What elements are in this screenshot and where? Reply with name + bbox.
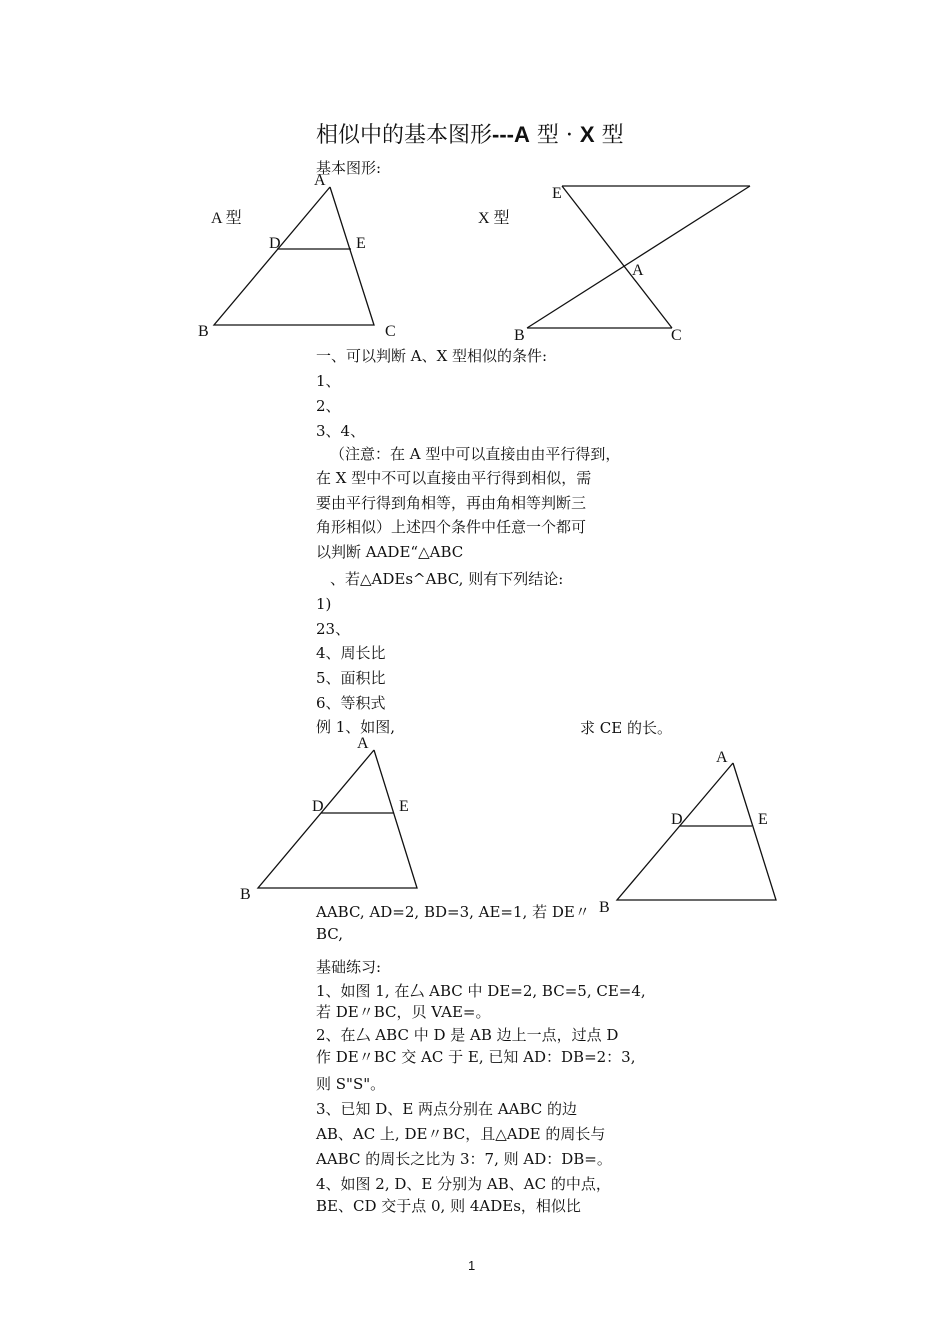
section1-item-1: 1、 [316, 372, 341, 390]
section2-item-5: 6、等积式 [316, 694, 386, 712]
title-x: X [579, 122, 595, 147]
practice-line-3: 2、在厶 ABC 中 D 是 AB 边上一点，过点 D [316, 1026, 619, 1044]
fig-a-caption: A 型 [211, 210, 242, 227]
fig-x-top-b [527, 186, 750, 328]
example1-ask: 求 CE 的长。 [580, 719, 672, 737]
section1-note-5: 以判断 AADE“△ABC [316, 543, 464, 561]
example1-given-2: BC, [316, 925, 344, 943]
section1-item-3: 3、4、 [316, 422, 366, 440]
fig-x-label-b: B [514, 327, 525, 344]
fig-ex-right-label-a: A [716, 749, 728, 766]
title-type-x: 型 [601, 123, 624, 148]
fig-x-label-c: C [671, 327, 682, 344]
practice-line-9: 4、如图 2, D、E 分别为 AB、AC 的中点， [316, 1175, 611, 1193]
example1-given-1: AABC, AD=2, BD=3, AE=1, 若 DE〃 [316, 903, 590, 921]
fig-ex-left-label-b: B [240, 886, 251, 903]
section1-note-1: （注意：在 A 型中可以直接由由平行得到， [330, 445, 621, 463]
fig-ex-left-triangle [258, 750, 417, 888]
fig-ex-right-label-b: B [599, 899, 610, 916]
page-number: 1 [468, 1258, 476, 1273]
fig-ex-right-triangle [617, 763, 776, 900]
fig-ex-right-label-e: E [758, 811, 768, 828]
title-a: ---A [492, 122, 530, 147]
section1-note-4: 角形相似）上述四个条件中任意一个都可 [316, 518, 587, 536]
title-type-a: 型 [536, 123, 559, 148]
title-text: 相似中的基本图形 [316, 123, 493, 148]
practice-line-1: 1、如图 1, 在厶 ABC 中 DE=2, BC=5, CE=4, [316, 982, 646, 1000]
practice-line-2: 若 DE〃BC，贝 VAE=。 [316, 1003, 491, 1021]
practice-line-5: 则 S"S"。 [316, 1075, 386, 1093]
fig-a-label-b: B [198, 323, 209, 340]
practice-line-4: 作 DE〃BC 交 AC 于 E, 已知 AD：DB=2：3, [316, 1048, 636, 1066]
fig-a-label-c: C [385, 323, 396, 340]
practice-line-10: BE、CD 交于点 0, 则 4ADEs，相似比 [316, 1197, 581, 1215]
fig-a-label-e: E [356, 235, 366, 252]
fig-x-label-e: E [552, 185, 562, 202]
fig-x-caption: X 型 [478, 210, 510, 227]
fig-a-label-d: D [269, 235, 281, 252]
fig-ex-left-label-d: D [312, 798, 324, 815]
fig-x-e-c [562, 186, 672, 328]
practice-heading: 基础练习: [316, 958, 382, 976]
section2-item-1: 1) [316, 595, 332, 613]
fig-ex-left-label-e: E [399, 798, 409, 815]
fig-a-label-a: A [314, 172, 326, 189]
section1-note-3: 要由平行得到角相等，再由角相等判断三 [316, 494, 587, 512]
practice-line-8: AABC 的周长之比为 3：7, 则 AD：DB=。 [316, 1150, 612, 1168]
example1-label: 例 1、如图, [316, 718, 396, 736]
section1-note-2: 在 X 型中不可以直接由平行得到相似，需 [316, 469, 592, 487]
basic-heading: 基本图形: [316, 159, 382, 177]
fig-ex-left-label-a: A [357, 735, 369, 752]
section2-item-4: 5、面积比 [316, 669, 386, 687]
practice-line-7: AB、AC 上, DE〃BC，且△ADE 的周长与 [316, 1125, 606, 1143]
fig-ex-right-label-d: D [671, 811, 683, 828]
section2-heading: 、若△ADEs^ABC, 则有下列结论: [330, 570, 564, 588]
section1-heading: 一、可以判断 A、X 型相似的条件: [316, 347, 548, 365]
title-dot: · [565, 123, 573, 148]
section1-item-2: 2、 [316, 397, 341, 415]
fig-x-label-a: A [632, 262, 644, 279]
practice-line-6: 3、已知 D、E 两点分别在 AABC 的边 [316, 1100, 578, 1118]
section2-item-2: 23、 [316, 620, 351, 638]
section2-item-3: 4、周长比 [316, 644, 386, 662]
